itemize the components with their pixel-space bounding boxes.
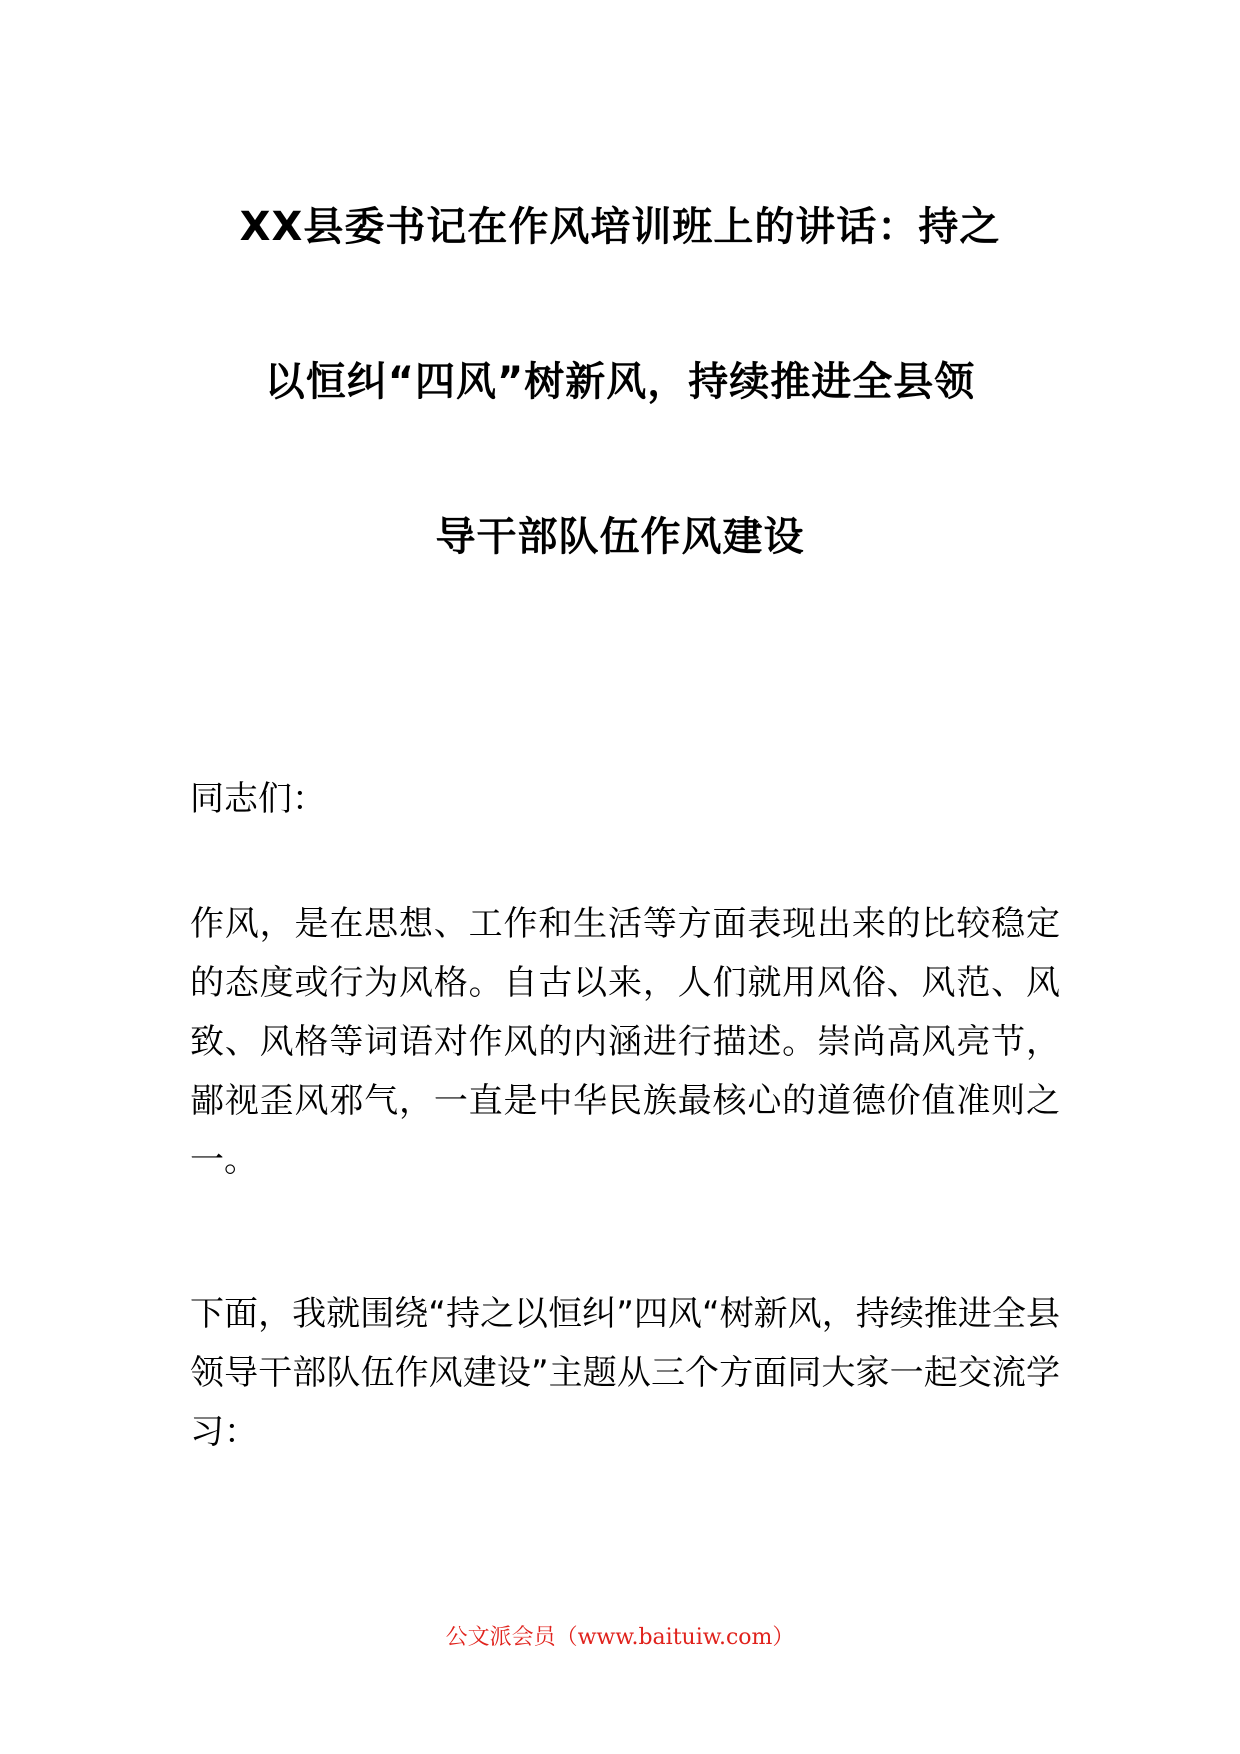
footer-watermark-text: 公文派会员（www.baituiw.com） xyxy=(445,1625,795,1650)
title-line: 以恒纠“四风”树新风，持续推进全县领 xyxy=(264,359,976,405)
title-line: 导干部队伍作风建设 xyxy=(435,514,805,560)
greeting: 同志们： xyxy=(190,779,326,819)
paragraph: 下面，我就围绕“持之以恒纠”四风“树新风，持续推进全县领导干部队伍作风建设”主题从三个方面同大家一起交流学习： xyxy=(190,1294,1060,1452)
document-title xyxy=(190,150,1050,615)
paragraph: 作风，是在思想、工作和生活等方面表现出来的比较稳定的态度或行为风格。自古以来，人们就用风俗、风范、风致、风格等词语对作风的内涵进行描述。崇尚高风亮节，鄙视歪风邪气，一直是中华民族最核心的道德价值准则之一。 xyxy=(190,904,1060,1180)
title-line: XX县委书记在作风培训班上的讲话：持之 xyxy=(239,204,1001,250)
